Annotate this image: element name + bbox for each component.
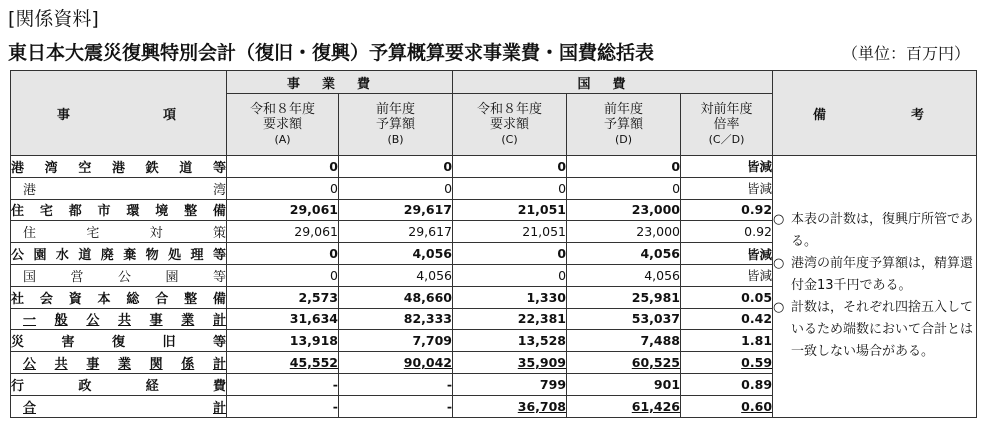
row-item [11,221,227,243]
row-value-d [567,373,681,395]
cell-value: 2,573 [298,289,338,305]
row-item-char: 社 [11,291,25,307]
cell-value: 0 [671,158,681,174]
row-item-char: 総 [126,291,140,307]
row-value-b [339,352,453,374]
header-col-c-line2: 要求額 [490,117,530,132]
cell-value: 82,333 [403,311,453,327]
row-item [11,352,227,374]
cell-value: 23,000 [631,202,681,218]
row-item-label [11,157,226,176]
cell-value: 90,042 [403,355,453,371]
cell-value: 0.92 [741,202,773,218]
cell-value: - [446,376,453,392]
row-value-r [681,395,773,417]
header-project-group: 事業費 [227,71,453,94]
row-item-char: 整 [184,204,198,220]
row-value-c [453,395,567,417]
row-item-char: 廃 [100,248,114,264]
cell-value: - [332,376,338,392]
row-value-d [567,264,681,286]
cell-value: 0 [558,180,567,196]
row-item-char: 道 [78,248,92,264]
row-item-char: 宅 [39,204,53,220]
header-item [11,71,227,156]
row-item [11,177,227,199]
cell-value: 0.59 [741,355,773,371]
row-item-label [11,266,226,285]
row-value-b [339,395,453,417]
notes-cell [773,156,977,418]
row-value-b [339,330,453,352]
row-value-d [567,243,681,265]
circle-bullet-icon: ○ [773,212,785,228]
row-item-char: 営 [70,269,84,285]
row-item-char: 本 [97,291,111,307]
cell-value: 29,061 [294,224,338,240]
cell-value: 22,381 [517,311,567,327]
row-item-char: 政 [78,378,92,394]
row-value-r [681,221,773,243]
row-item-char: 復 [111,335,125,351]
cell-value: 0 [329,246,338,262]
row-value-a [227,352,339,374]
row-value-b [339,199,453,221]
row-value-d [567,177,681,199]
row-item-char: 園 [165,269,179,285]
cell-value: 29,617 [403,202,453,218]
cell-value: 0.92 [744,224,773,240]
cell-value: 25,981 [631,289,681,305]
row-value-a [227,330,339,352]
header-col-b [339,94,453,156]
row-item-char: 市 [97,204,111,220]
row-value-r [681,330,773,352]
row-value-a [227,373,339,395]
cell-value: 13,918 [289,333,338,349]
row-item-char: 計 [212,313,226,329]
row-item-char: 行 [11,378,25,394]
row-value-b [339,264,453,286]
row-value-a [227,156,339,178]
cell-value: 45,552 [289,355,338,371]
cell-value: 0 [558,267,567,283]
header-col-d [567,94,681,156]
row-item-char: 災 [11,335,25,351]
row-item-char: 港 [23,182,37,198]
row-value-c [453,264,567,286]
row-item-char: 棄 [123,248,137,264]
cell-value: 60,525 [631,355,681,371]
cell-value: 4,056 [412,246,453,262]
row-value-a [227,395,339,417]
row-value-r [681,199,773,221]
header-col-c-line3: (C) [501,133,518,146]
row-value-r [681,286,773,308]
row-item-char: 物 [145,248,159,264]
row-item-char: 共 [54,357,68,373]
cell-value: 1.81 [741,333,773,349]
row-value-r [681,352,773,374]
row-value-a [227,243,339,265]
header-col-ratio-line3: (C／D) [708,133,745,146]
header-col-ratio-line2: 倍率 [713,117,740,132]
row-item-char: 境 [155,204,169,220]
cell-value: 7,488 [640,333,681,349]
cell-value: 皆減 [747,246,773,262]
row-value-r [681,156,773,178]
row-item-char: 湾 [44,160,58,176]
row-value-b [339,286,453,308]
row-item-label [11,331,226,350]
cell-value: 4,056 [416,267,453,283]
row-item-char: 対 [149,226,163,242]
row-value-a [227,177,339,199]
row-item-char: 等 [212,335,226,351]
row-value-a [227,264,339,286]
row-value-c [453,199,567,221]
row-value-r [681,177,773,199]
cell-value: 0 [330,267,338,283]
row-item-label [11,353,226,372]
row-item [11,156,227,178]
row-item-label [11,244,226,263]
row-item-char: 園 [33,248,47,264]
cell-value: 皆減 [747,268,773,284]
row-value-c [453,352,567,374]
note-item [773,209,976,253]
note-item [773,253,976,297]
row-value-c [453,308,567,330]
row-item-char: 策 [212,226,226,242]
row-item-label [11,288,226,307]
row-value-a [227,221,339,243]
row-item-char: 一 [23,313,37,329]
row-item-char: 等 [212,269,226,285]
row-value-d [567,156,681,178]
cell-value: 901 [653,376,681,392]
row-item-char: 等 [212,248,226,264]
row-item [11,373,227,395]
row-value-d [567,221,681,243]
row-item-char: 道 [179,160,193,176]
header-col-b-line3: (B) [387,133,404,146]
header-col-a [227,94,339,156]
cell-value: 36,708 [517,398,567,414]
row-item-char: 国 [23,269,37,285]
header-col-b-line2: 予算額 [376,117,416,132]
cell-value: 21,051 [522,224,567,240]
row-item-char: 資 [68,291,82,307]
row-value-c [453,177,567,199]
header-col-c-line1: 令和８年度 [477,102,543,117]
cell-value: 35,909 [517,355,567,371]
cell-value: 0.42 [741,311,773,327]
row-item-char: 事 [86,357,100,373]
row-value-c [453,243,567,265]
row-item [11,199,227,221]
cell-value: 0.89 [741,376,773,392]
cell-value: 23,000 [636,224,681,240]
header-notes-char-1: 備 [813,107,849,123]
row-value-b [339,308,453,330]
row-item-label [11,222,226,241]
cell-value: 4,056 [640,246,681,262]
row-value-d [567,395,681,417]
row-item-char: 処 [168,248,182,264]
row-value-c [453,286,567,308]
row-item-label [11,375,226,394]
row-value-a [227,286,339,308]
row-item-char: 計 [212,400,226,416]
row-value-r [681,264,773,286]
row-item [11,286,227,308]
row-item [11,243,227,265]
table-body [11,156,977,418]
row-item-label [11,179,226,198]
row-value-d [567,352,681,374]
row-item-char: 業 [181,313,195,329]
header-notes [773,71,977,156]
header-col-a-line2: 要求額 [262,117,302,132]
row-item-char: 等 [212,160,226,176]
row-item-char: 共 [117,313,131,329]
cell-value: 53,037 [631,311,681,327]
row-item-char: 公 [86,313,100,329]
cell-value: 7,709 [412,333,453,349]
row-item-char: 住 [11,204,25,220]
unit-label: （単位：百万円） [841,44,970,63]
cell-value: 0 [557,158,567,174]
cell-value: 31,634 [289,311,338,327]
cell-value: 皆減 [747,181,773,197]
section-label: [関係資料] [8,8,99,30]
row-item-label [11,200,226,219]
row-value-c [453,373,567,395]
cell-value: 1,330 [526,289,567,305]
cell-value: 61,426 [631,398,681,414]
row-item-char: 住 [23,226,37,242]
row-item-char: 都 [68,204,82,220]
row-item-char: 害 [61,335,75,351]
header-national-group: 国費 [453,71,773,94]
cell-value: 0 [557,246,567,262]
cell-value: - [332,398,338,414]
header-item-char-1: 事 [57,107,93,123]
cell-value: 0.60 [741,398,773,414]
row-item-char: 環 [126,204,140,220]
row-value-b [339,243,453,265]
row-item-char: 湾 [212,182,226,198]
row-item-char: 理 [190,248,204,264]
cell-value: 21,051 [517,202,567,218]
row-item [11,395,227,417]
cell-value: 0.05 [741,289,773,305]
row-item-char: 整 [184,291,198,307]
note-text: 本表の計数は，復興庁所管である。 [791,212,974,250]
row-item-char: 合 [23,400,37,416]
row-item-char: 備 [212,291,226,307]
note-text: 港湾の前年度予算額は，精算還付金13千円である。 [791,256,974,294]
cell-value: 799 [539,376,567,392]
cell-value: 0 [443,158,453,174]
row-item-char: 備 [212,204,226,220]
row-value-b [339,221,453,243]
row-item-char: 業 [117,357,131,373]
row-item-char: 経 [145,378,159,394]
row-item-char: 係 [181,357,195,373]
row-value-d [567,330,681,352]
note-text: 計数は，それぞれ四捨五入しているため端数において合計とは一致しない場合がある。 [791,300,974,360]
row-item-char: 鉄 [145,160,159,176]
header-col-ratio [681,94,773,156]
header-col-a-line3: (A) [274,133,291,146]
cell-value: 0 [444,180,453,196]
header-col-ratio-line1: 対前年度 [700,102,753,117]
row-item-label [11,309,226,328]
page-title: 東日本大震災復興特別会計（復旧・復興）予算概算要求事業費・国費総括表 [8,42,655,64]
row-item-char: 会 [39,291,53,307]
row-value-d [567,199,681,221]
row-value-a [227,199,339,221]
row-value-c [453,330,567,352]
cell-value: 29,061 [289,202,338,218]
row-item [11,308,227,330]
row-item-char: 宅 [86,226,100,242]
cell-value: 4,056 [644,267,681,283]
row-item [11,330,227,352]
row-value-b [339,156,453,178]
cell-value: 皆減 [747,159,773,175]
row-item-char: 費 [212,378,226,394]
row-item-char: 旧 [162,335,176,351]
cell-value: 29,617 [408,224,453,240]
row-value-a [227,308,339,330]
cell-value: 0 [329,158,338,174]
row-value-r [681,243,773,265]
row-item-char: 港 [111,160,125,176]
circle-bullet-icon: ○ [773,256,785,272]
row-item-char: 港 [11,160,25,176]
row-value-c [453,221,567,243]
header-col-d-line3: (D) [614,133,633,146]
row-item-char: 計 [212,357,226,373]
header-col-a-line1: 令和８年度 [249,102,315,117]
header-notes-char-2: 考 [911,107,947,123]
row-value-d [567,308,681,330]
row-item-char: 公 [117,269,131,285]
row-item-char: 空 [78,160,92,176]
row-item-char: 合 [155,291,169,307]
row-value-r [681,308,773,330]
row-item-char: 事 [149,313,163,329]
header-col-d-line1: 前年度 [604,102,644,117]
circle-bullet-icon: ○ [773,300,785,316]
cell-value: 0 [330,180,338,196]
row-value-b [339,373,453,395]
row-item-char: 般 [54,313,68,329]
cell-value: - [446,398,453,414]
row-value-c [453,156,567,178]
header-col-d-line2: 予算額 [604,117,644,132]
row-value-r [681,373,773,395]
row-item-char: 公 [23,357,37,373]
budget-table [10,70,977,418]
header-item-char-2: 項 [162,107,198,123]
row-item [11,264,227,286]
row-value-b [339,177,453,199]
row-item-char: 公 [11,248,25,264]
header-col-b-line1: 前年度 [376,102,416,117]
cell-value: 48,660 [403,289,453,305]
header-col-c [453,94,567,156]
cell-value: 0 [672,180,681,196]
cell-value: 13,528 [517,333,567,349]
note-item [773,297,976,363]
row-value-d [567,286,681,308]
table-row [11,156,977,178]
row-item-char: 水 [55,248,69,264]
row-item-label [11,397,226,416]
row-item-char: 関 [149,357,163,373]
